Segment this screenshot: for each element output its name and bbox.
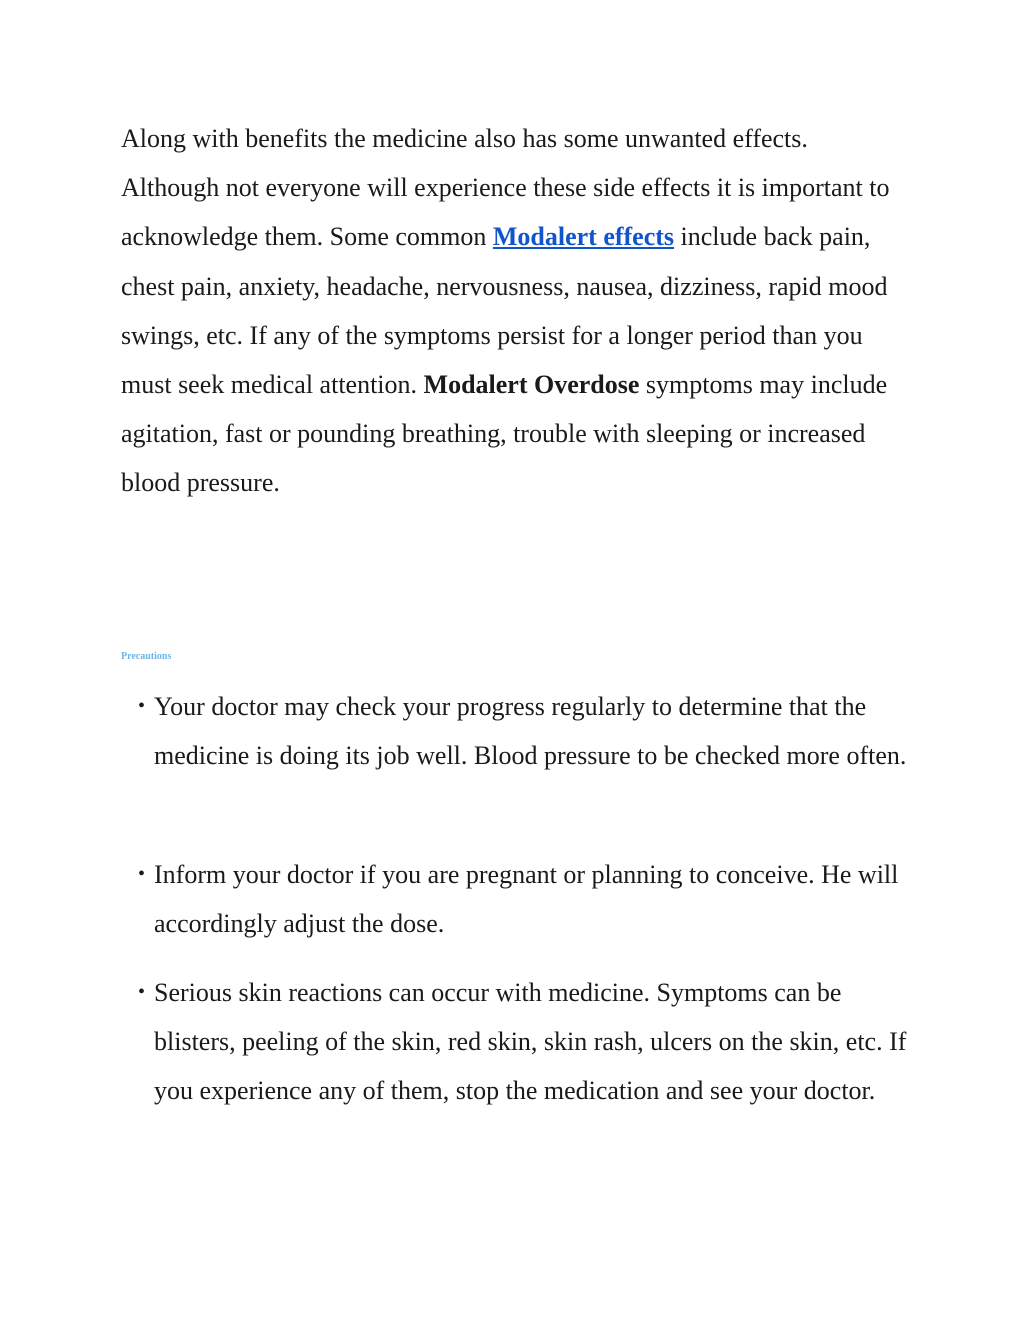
precautions-heading: Precautions xyxy=(121,651,172,662)
paragraph-text-1: Along with benefits the medicine also has some unwanted effects. Although not everyone will experience these side effects it is important to acknowledge them. Some common xyxy=(121,124,890,252)
list-item xyxy=(138,968,918,1116)
bullet-icon: • xyxy=(138,981,146,1003)
list-item-text: Serious skin reactions can occur with medicine. Symptoms can be blisters, peeling of the skin, red skin, skin rash, ulcers on the skin, etc. If you experience any of them, stop the medication and see your doctor. xyxy=(154,978,907,1106)
paragraph-text-2: include back pain, chest pain, anxiety, headache, nervousness, nausea, dizziness, rapid mood swings, etc. If any of the symptoms persist for a longer period than you must seek medical attention. xyxy=(121,222,888,400)
list-item xyxy=(138,682,918,780)
modalert-effects-link[interactable]: Modalert effects xyxy=(492,222,675,252)
list-item xyxy=(138,850,918,948)
paragraph-text-3: symptoms may include agitation, fast or pounding breathing, trouble with sleeping or increased blood pressure. xyxy=(121,370,888,498)
side-effects-paragraph xyxy=(121,114,911,508)
modalert-overdose-bold: Modalert Overdose xyxy=(423,370,640,400)
bullet-icon: • xyxy=(138,863,146,885)
list-item-text: Inform your doctor if you are pregnant or planning to conceive. He will accordingly adjust the dose. xyxy=(154,860,899,939)
bullet-icon: • xyxy=(138,695,146,717)
list-item-text: Your doctor may check your progress regularly to determine that the medicine is doing its job well. Blood pressure to be checked more often. xyxy=(154,692,907,771)
